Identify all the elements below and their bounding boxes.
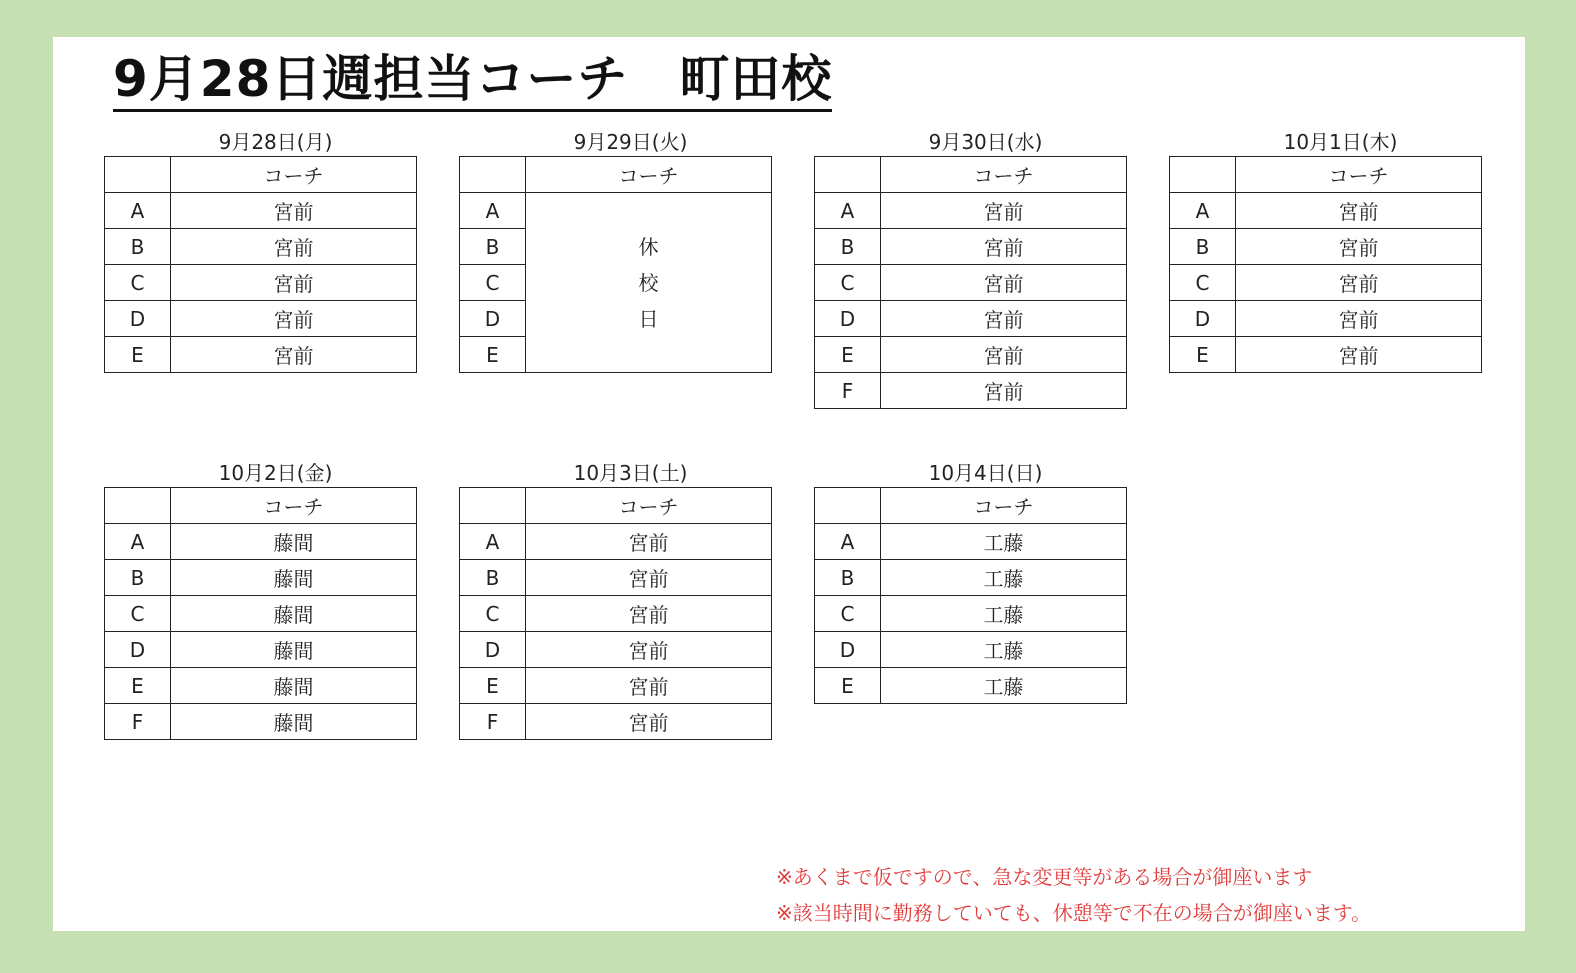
coach-name-cell: 宮前 xyxy=(881,265,1127,301)
slot-key-cell: E xyxy=(105,337,171,373)
slot-key-cell: E xyxy=(460,337,526,373)
coach-name-cell: 宮前 xyxy=(881,373,1127,409)
table-row xyxy=(105,596,417,632)
table-row xyxy=(460,596,772,632)
coach-column-header: コーチ xyxy=(526,488,772,524)
coach-column-header: コーチ xyxy=(171,488,417,524)
table-header-row xyxy=(1170,157,1482,193)
slot-key-cell: B xyxy=(105,229,171,265)
slot-key-cell: E xyxy=(815,668,881,704)
slot-key-cell: C xyxy=(1170,265,1236,301)
table-row xyxy=(105,560,417,596)
coach-name-cell: 宮前 xyxy=(171,193,417,229)
slot-key-cell: B xyxy=(1170,229,1236,265)
note-line: ※該当時間に勤務していても、休憩等で不在の場合が御座います。 xyxy=(776,901,1372,925)
coach-name-cell: 藤間 xyxy=(171,668,417,704)
table-row xyxy=(815,301,1127,337)
table-row xyxy=(105,229,417,265)
slot-key-cell: A xyxy=(105,193,171,229)
coach-name-cell: 宮前 xyxy=(526,596,772,632)
slot-key-cell: C xyxy=(105,596,171,632)
table-row xyxy=(105,193,417,229)
slot-key-cell: B xyxy=(815,229,881,265)
table-row xyxy=(815,596,1127,632)
table-header-row xyxy=(105,488,417,524)
day-date-label: 9月30日(水) xyxy=(928,130,1043,154)
table-row xyxy=(815,524,1127,560)
table-row xyxy=(460,560,772,596)
slot-key-cell: B xyxy=(460,560,526,596)
table-row xyxy=(105,301,417,337)
coach-column-header: コーチ xyxy=(526,157,772,193)
slot-key-cell: A xyxy=(1170,193,1236,229)
slot-key-cell: D xyxy=(105,301,171,337)
day-date-label: 10月4日(日) xyxy=(928,461,1043,485)
day-date-label: 9月29日(火) xyxy=(573,130,688,154)
notes xyxy=(776,859,1371,931)
slot-key-cell: F xyxy=(460,704,526,740)
table-row xyxy=(460,668,772,704)
slot-key-cell: C xyxy=(460,265,526,301)
slot-key-cell: D xyxy=(815,632,881,668)
coach-table xyxy=(1169,156,1482,373)
coach-name-cell: 宮前 xyxy=(526,632,772,668)
slot-key-cell: F xyxy=(105,704,171,740)
note-line: ※あくまで仮ですので、急な変更等がある場合が御座います xyxy=(776,865,1313,889)
day-schedule xyxy=(814,459,1127,704)
coach-name-cell: 宮前 xyxy=(881,337,1127,373)
slot-key-cell: C xyxy=(815,596,881,632)
table-row xyxy=(105,524,417,560)
slot-key-cell: C xyxy=(815,265,881,301)
coach-name-cell: 宮前 xyxy=(881,301,1127,337)
table-row xyxy=(460,632,772,668)
table-row xyxy=(460,193,772,229)
slot-key-cell: A xyxy=(460,193,526,229)
coach-name-cell: 宮前 xyxy=(881,193,1127,229)
table-row xyxy=(815,632,1127,668)
table-header-row xyxy=(815,157,1127,193)
coach-table xyxy=(104,487,417,740)
coach-name-cell: 宮前 xyxy=(1236,229,1482,265)
coach-name-cell: 藤間 xyxy=(171,704,417,740)
day-schedule xyxy=(814,128,1127,409)
slot-key-cell: B xyxy=(460,229,526,265)
day-schedule xyxy=(104,459,417,740)
table-header-row xyxy=(105,157,417,193)
closed-day-char: 校 xyxy=(638,270,659,295)
coach-name-cell: 宮前 xyxy=(1236,193,1482,229)
coach-table xyxy=(104,156,417,373)
table-row xyxy=(815,265,1127,301)
coach-name-cell: 宮前 xyxy=(526,668,772,704)
day-schedule xyxy=(459,128,772,373)
table-row xyxy=(815,560,1127,596)
table-row xyxy=(1170,193,1482,229)
table-row xyxy=(815,668,1127,704)
slot-key-cell: A xyxy=(105,524,171,560)
coach-column-header: コーチ xyxy=(171,157,417,193)
slot-key-cell: E xyxy=(460,668,526,704)
slot-key-cell: A xyxy=(460,524,526,560)
coach-name-cell: 工藤 xyxy=(881,668,1127,704)
coach-table xyxy=(814,156,1127,409)
coach-name-cell: 宮前 xyxy=(171,229,417,265)
slot-key-cell: A xyxy=(815,524,881,560)
table-row xyxy=(815,193,1127,229)
day-date-label: 9月28日(月) xyxy=(218,130,333,154)
coach-column-header: コーチ xyxy=(881,488,1127,524)
day-date-label: 10月3日(土) xyxy=(573,461,688,485)
header-empty-cell xyxy=(460,488,526,524)
slot-key-cell: B xyxy=(105,560,171,596)
coach-name-cell: 宮前 xyxy=(1236,301,1482,337)
table-header-row xyxy=(460,157,772,193)
coach-name-cell: 工藤 xyxy=(881,596,1127,632)
table-row xyxy=(105,265,417,301)
header-empty-cell xyxy=(105,488,171,524)
table-row xyxy=(105,668,417,704)
table-row xyxy=(460,524,772,560)
header-empty-cell xyxy=(105,157,171,193)
header-empty-cell xyxy=(460,157,526,193)
slot-key-cell: A xyxy=(815,193,881,229)
coach-name-cell: 宮前 xyxy=(881,229,1127,265)
page-title: 9月28日週担当コーチ 町田校 xyxy=(113,49,832,112)
slot-key-cell: D xyxy=(460,632,526,668)
closed-day-char: 日 xyxy=(638,306,659,331)
table-row xyxy=(1170,229,1482,265)
table-row xyxy=(1170,265,1482,301)
coach-name-cell: 藤間 xyxy=(171,524,417,560)
slot-key-cell: E xyxy=(1170,337,1236,373)
table-row xyxy=(815,337,1127,373)
coach-table xyxy=(459,487,772,740)
coach-name-cell: 工藤 xyxy=(881,632,1127,668)
table-row xyxy=(460,704,772,740)
table-row xyxy=(1170,337,1482,373)
table-row xyxy=(105,337,417,373)
coach-name-cell: 宮前 xyxy=(171,265,417,301)
coach-column-header: コーチ xyxy=(1236,157,1482,193)
slot-key-cell: D xyxy=(460,301,526,337)
table-row xyxy=(815,373,1127,409)
schedule-sheet xyxy=(53,37,1525,931)
slot-key-cell: C xyxy=(460,596,526,632)
closed-day-cell xyxy=(526,193,772,373)
coach-name-cell: 宮前 xyxy=(171,301,417,337)
header-empty-cell xyxy=(815,157,881,193)
coach-table xyxy=(814,487,1127,704)
slot-key-cell: D xyxy=(1170,301,1236,337)
coach-name-cell: 工藤 xyxy=(881,560,1127,596)
day-date-label: 10月1日(木) xyxy=(1283,130,1398,154)
coach-name-cell: 宮前 xyxy=(526,524,772,560)
coach-name-cell: 宮前 xyxy=(1236,265,1482,301)
day-date-label: 10月2日(金) xyxy=(218,461,333,485)
coach-name-cell: 宮前 xyxy=(1236,337,1482,373)
header-empty-cell xyxy=(1170,157,1236,193)
coach-name-cell: 宮前 xyxy=(171,337,417,373)
table-row xyxy=(815,229,1127,265)
coach-name-cell: 宮前 xyxy=(526,704,772,740)
table-row xyxy=(105,704,417,740)
table-row xyxy=(1170,301,1482,337)
slot-key-cell: C xyxy=(105,265,171,301)
table-header-row xyxy=(815,488,1127,524)
slot-key-cell: F xyxy=(815,373,881,409)
coach-name-cell: 工藤 xyxy=(881,524,1127,560)
coach-table xyxy=(459,156,772,373)
table-row xyxy=(105,632,417,668)
day-schedule xyxy=(1169,128,1482,373)
closed-day-char: 休 xyxy=(638,234,659,259)
coach-column-header: コーチ xyxy=(881,157,1127,193)
coach-name-cell: 藤間 xyxy=(171,560,417,596)
coach-name-cell: 宮前 xyxy=(526,560,772,596)
day-schedule xyxy=(104,128,417,373)
coach-name-cell: 藤間 xyxy=(171,596,417,632)
day-schedule xyxy=(459,459,772,740)
coach-name-cell: 藤間 xyxy=(171,632,417,668)
slot-key-cell: E xyxy=(815,337,881,373)
slot-key-cell: D xyxy=(105,632,171,668)
header-empty-cell xyxy=(815,488,881,524)
slot-key-cell: D xyxy=(815,301,881,337)
table-header-row xyxy=(460,488,772,524)
slot-key-cell: B xyxy=(815,560,881,596)
slot-key-cell: E xyxy=(105,668,171,704)
